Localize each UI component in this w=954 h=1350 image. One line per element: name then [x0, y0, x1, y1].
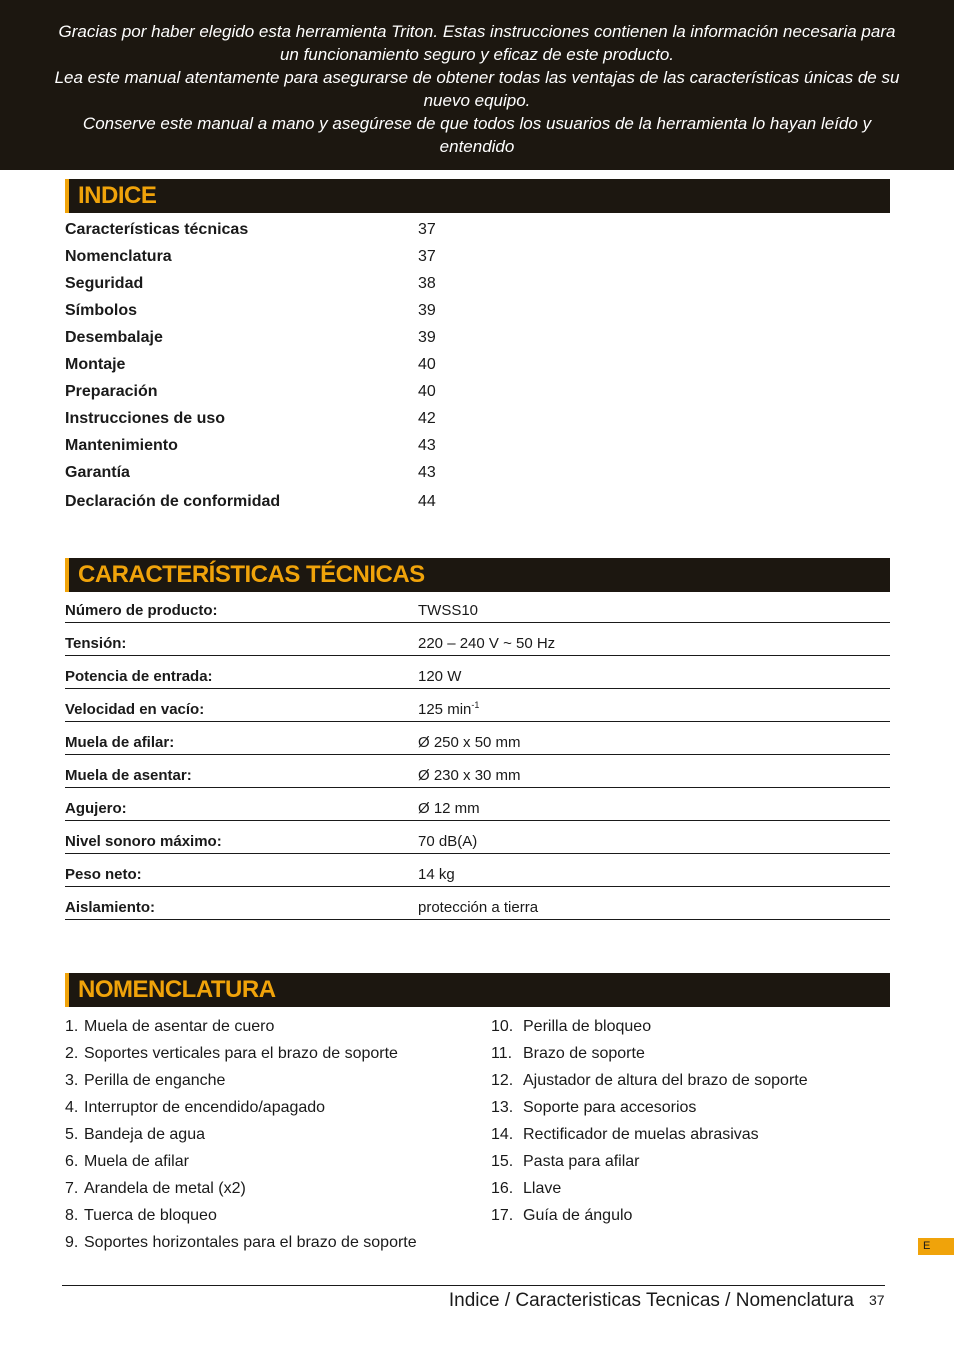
toc-label: Desembalaje [65, 329, 163, 346]
spec-row [65, 598, 890, 623]
list-item [491, 1040, 808, 1067]
footer-divider [62, 1285, 885, 1286]
toc-row [65, 324, 890, 351]
toc-title: INDICE [78, 182, 157, 209]
item-text: Perilla de bloqueo [523, 1018, 652, 1035]
toc-page: 37 [418, 248, 436, 265]
nomenclature-list-left [65, 1013, 417, 1256]
spec-value: Ø 12 mm [418, 800, 480, 817]
toc-label: Nomenclatura [65, 248, 172, 265]
toc-label: Mantenimiento [65, 437, 178, 454]
list-item [65, 1121, 417, 1148]
item-text: Muela de afilar [84, 1153, 189, 1170]
toc-page: 42 [418, 410, 436, 427]
spec-row [65, 755, 890, 788]
spec-label: Muela de asentar: [65, 767, 192, 784]
item-text: Brazo de soporte [523, 1045, 645, 1062]
spec-row [65, 854, 890, 887]
item-text: Soportes horizontales para el brazo de soporte [84, 1234, 417, 1251]
list-item [65, 1067, 417, 1094]
spec-value: Ø 230 x 30 mm [418, 767, 521, 784]
spec-value: protección a tierra [418, 899, 539, 916]
toc-page: 44 [418, 493, 436, 510]
list-item [65, 1202, 417, 1229]
list-item [491, 1013, 808, 1040]
nomenclature-title: NOMENCLATURA [78, 976, 276, 1003]
spec-value: TWSS10 [418, 602, 479, 619]
toc-page: 39 [418, 302, 436, 319]
toc-header [65, 179, 890, 213]
intro-paragraph-1: Gracias por haber elegido esta herramienta Triton. Estas instrucciones contienen la información necesaria para un funcionamiento seguro y eficaz de este producto. [58, 22, 896, 64]
intro-paragraph-2: Lea este manual atentamente para asegurarse de obtener todas las ventajas de las características únicas de su nuevo equipo. [54, 68, 900, 110]
item-number: 12. [491, 1072, 514, 1089]
spec-label: Peso neto: [65, 866, 142, 883]
item-number: 3. [65, 1072, 79, 1089]
spec-value: 125 min [418, 701, 472, 718]
item-text: Bandeja de agua [84, 1126, 205, 1143]
item-number: 7. [65, 1180, 79, 1197]
spec-label: Tensión: [65, 635, 127, 652]
toc-row [65, 432, 890, 459]
item-text: Guía de ángulo [523, 1207, 633, 1224]
spec-value-exponent: -1 [471, 700, 480, 710]
spec-value: 120 W [418, 668, 462, 685]
item-number: 5. [65, 1126, 79, 1143]
intro-banner [0, 0, 954, 170]
item-number: 14. [491, 1126, 514, 1143]
item-number: 10. [491, 1018, 514, 1035]
specs-table [65, 598, 890, 920]
spec-value: 220 – 240 V ~ 50 Hz [418, 635, 556, 652]
toc-row [65, 488, 890, 515]
spec-row [65, 656, 890, 689]
item-number: 11. [491, 1045, 513, 1062]
toc-row [65, 405, 890, 432]
item-number: 8. [65, 1207, 79, 1224]
spec-row [65, 821, 890, 854]
spec-label: Aislamiento: [65, 899, 156, 916]
list-item [491, 1094, 808, 1121]
item-text: Tuerca de bloqueo [84, 1207, 217, 1224]
spec-label: Número de producto: [65, 602, 218, 619]
item-text: Perilla de enganche [84, 1072, 226, 1089]
toc-label: Montaje [65, 356, 126, 373]
toc-row [65, 243, 890, 270]
spec-value: Ø 250 x 50 mm [418, 734, 521, 751]
list-item [65, 1013, 417, 1040]
spec-value-group [418, 700, 479, 718]
intro-paragraph-3: Conserve este manual a mano y asegúrese de que todos los usuarios de la herramienta lo hayan leído y entendido [82, 114, 872, 156]
toc-label: Instrucciones de uso [65, 410, 226, 427]
toc-label: Preparación [65, 383, 158, 400]
specs-header [65, 558, 890, 592]
item-text: Interruptor de encendido/apagado [84, 1099, 326, 1116]
list-item [65, 1175, 417, 1202]
toc-row [65, 216, 890, 243]
toc-row [65, 297, 890, 324]
toc-page: 39 [418, 329, 436, 346]
language-tab: E [918, 1238, 954, 1255]
item-text: Soporte para accesorios [523, 1099, 697, 1116]
item-text: Muela de asentar de cuero [84, 1018, 275, 1035]
table-of-contents [65, 216, 890, 515]
spec-label: Nivel sonoro máximo: [65, 833, 222, 850]
item-number: 1. [65, 1018, 79, 1035]
item-number: 16. [491, 1180, 514, 1197]
toc-page: 38 [418, 275, 436, 292]
list-item [491, 1121, 808, 1148]
spec-row [65, 623, 890, 656]
toc-page: 43 [418, 437, 436, 454]
toc-page: 40 [418, 356, 436, 373]
list-item [65, 1148, 417, 1175]
spec-row [65, 887, 890, 920]
list-item [491, 1202, 808, 1229]
toc-label: Características técnicas [65, 221, 249, 238]
toc-row [65, 378, 890, 405]
item-text: Soportes verticales para el brazo de soporte [84, 1045, 398, 1062]
item-text: Llave [523, 1180, 562, 1197]
footer-title: Indice / Caracteristicas Tecnicas / Nomenclatura [448, 1290, 854, 1311]
item-number: 4. [65, 1099, 79, 1116]
item-text: Arandela de metal (x2) [84, 1180, 246, 1197]
spec-row [65, 689, 890, 722]
toc-label: Seguridad [65, 275, 144, 292]
item-text: Ajustador de altura del brazo de soporte [523, 1072, 808, 1089]
spec-row [65, 722, 890, 755]
toc-label: Garantía [65, 464, 130, 481]
specs-title: CARACTERÍSTICAS TÉCNICAS [78, 561, 425, 588]
spec-label: Velocidad en vacío: [65, 701, 205, 718]
spec-value: 70 dB(A) [418, 833, 478, 850]
toc-label: Símbolos [65, 302, 138, 319]
toc-row [65, 459, 890, 486]
spec-label: Potencia de entrada: [65, 668, 213, 685]
toc-row [65, 270, 890, 297]
spec-row [65, 788, 890, 821]
list-item [491, 1067, 808, 1094]
spec-value: 14 kg [418, 866, 455, 883]
list-item [65, 1040, 417, 1067]
list-item [491, 1175, 808, 1202]
list-item [491, 1148, 808, 1175]
toc-page: 37 [418, 221, 436, 238]
spec-label: Agujero: [65, 800, 127, 817]
item-text: Pasta para afilar [523, 1153, 640, 1170]
item-number: 9. [65, 1234, 79, 1251]
item-number: 15. [491, 1153, 514, 1170]
item-number: 17. [491, 1207, 514, 1224]
list-item [65, 1094, 417, 1121]
item-number: 13. [491, 1099, 514, 1116]
toc-page: 40 [418, 383, 436, 400]
list-item [65, 1229, 417, 1256]
toc-page: 43 [418, 464, 436, 481]
nomenclature-list-right [491, 1013, 808, 1229]
item-number: 2. [65, 1045, 79, 1062]
spec-label: Muela de afilar: [65, 734, 175, 751]
item-text: Rectificador de muelas abrasivas [523, 1126, 759, 1143]
toc-row [65, 351, 890, 378]
item-number: 6. [65, 1153, 79, 1170]
toc-label: Declaración de conformidad [65, 493, 281, 510]
nomenclature-header [65, 973, 890, 1007]
page-number: 37 [869, 1292, 885, 1308]
